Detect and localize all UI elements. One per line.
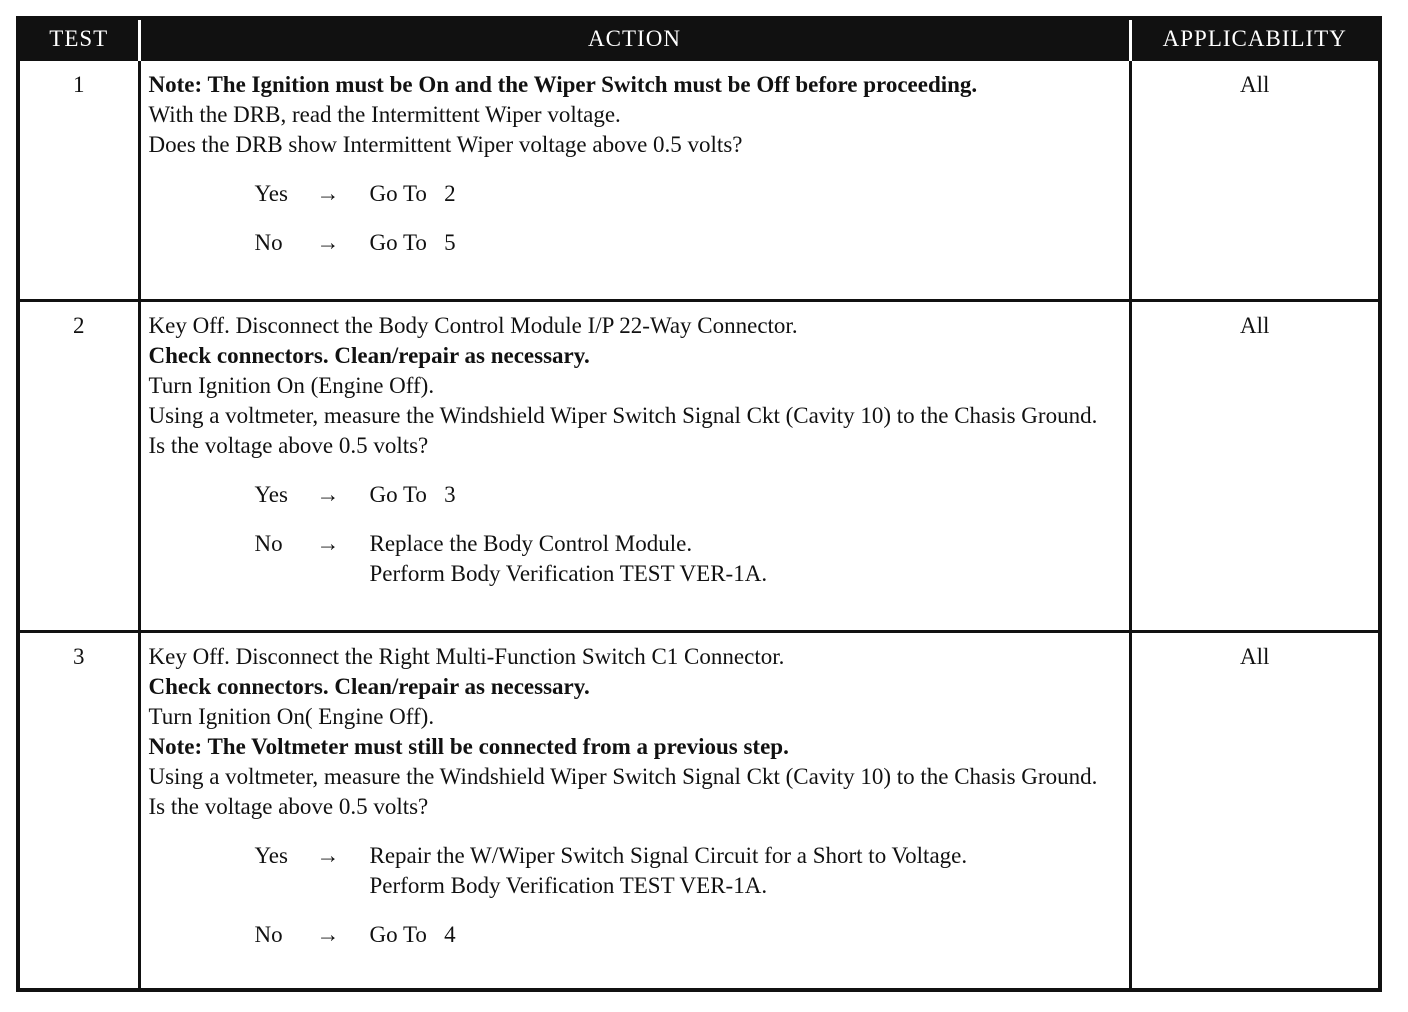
action-line: Using a voltmeter, measure the Windshield Wiper Switch Signal Ckt (Cavity 10) to the Chasis Ground. [148, 403, 1098, 428]
no-response [255, 529, 1123, 589]
action-line: Using a voltmeter, measure the Windshield Wiper Switch Signal Ckt (Cavity 10) to the Chasis Ground. [148, 764, 1098, 789]
diagnostic-test-table [20, 20, 1378, 988]
arrow-icon: → [316, 230, 340, 255]
check-connectors-text: Check connectors. Clean/repair as necessary. [148, 343, 590, 368]
arrow-icon: → [316, 531, 340, 556]
yes-action: Go To 3 [369, 482, 456, 507]
yes-action: Go To 2 [369, 181, 456, 206]
yes-label: Yes [254, 482, 288, 507]
arrow-icon: → [316, 482, 340, 507]
action-line: Key Off. Disconnect the Body Control Module I/P 22-Way Connector. [148, 313, 798, 338]
action-line: Turn Ignition On (Engine Off). [148, 373, 435, 398]
test-number: 1 [20, 60, 139, 301]
no-action-verify: Perform Body Verification TEST VER-1A. [369, 561, 768, 586]
header-applicability: APPLICABILITY [1130, 20, 1378, 60]
no-label: No [254, 531, 283, 556]
table-row [20, 632, 1378, 989]
applicability-value: All [1130, 632, 1378, 989]
yes-response [255, 480, 1123, 510]
applicability-value: All [1130, 60, 1378, 301]
note-text: Note: The Voltmeter must still be connected from a previous step. [148, 734, 789, 759]
action-cell [139, 301, 1130, 632]
arrow-icon: → [316, 922, 340, 947]
note-text: Note: The Ignition must be On and the Wiper Switch must be Off before proceeding. [148, 72, 978, 97]
test-number: 2 [20, 301, 139, 632]
no-response [255, 228, 1123, 258]
yes-response [255, 179, 1123, 209]
no-response [255, 920, 1123, 950]
no-label: No [254, 922, 283, 947]
no-action: Replace the Body Control Module. [369, 531, 693, 556]
test-number: 3 [20, 632, 139, 989]
yes-response [255, 841, 1123, 901]
applicability-value: All [1130, 301, 1378, 632]
check-connectors-text: Check connectors. Clean/repair as necessary. [148, 674, 590, 699]
action-line: Turn Ignition On( Engine Off). [148, 704, 435, 729]
table-row [20, 60, 1378, 301]
header-action: ACTION [139, 20, 1130, 60]
no-action: Go To 4 [369, 922, 456, 947]
no-label: No [254, 230, 283, 255]
arrow-icon: → [316, 181, 340, 206]
yes-label: Yes [254, 843, 288, 868]
action-question: Is the voltage above 0.5 volts? [148, 794, 429, 819]
action-question: Is the voltage above 0.5 volts? [148, 433, 429, 458]
action-question: Does the DRB show Intermittent Wiper voltage above 0.5 volts? [148, 132, 743, 157]
yes-action-verify: Perform Body Verification TEST VER-1A. [369, 873, 768, 898]
action-line: Key Off. Disconnect the Right Multi-Function Switch C1 Connector. [148, 644, 785, 669]
diagnostic-table-frame [16, 16, 1382, 992]
action-cell [139, 632, 1130, 989]
table-row [20, 301, 1378, 632]
header-test: TEST [20, 20, 139, 60]
arrow-icon: → [316, 843, 340, 868]
action-cell [139, 60, 1130, 301]
no-action: Go To 5 [369, 230, 456, 255]
yes-action: Repair the W/Wiper Switch Signal Circuit for a Short to Voltage. [369, 843, 968, 868]
yes-label: Yes [254, 181, 288, 206]
action-line: With the DRB, read the Intermittent Wiper voltage. [148, 102, 621, 127]
header-row [20, 20, 1378, 60]
